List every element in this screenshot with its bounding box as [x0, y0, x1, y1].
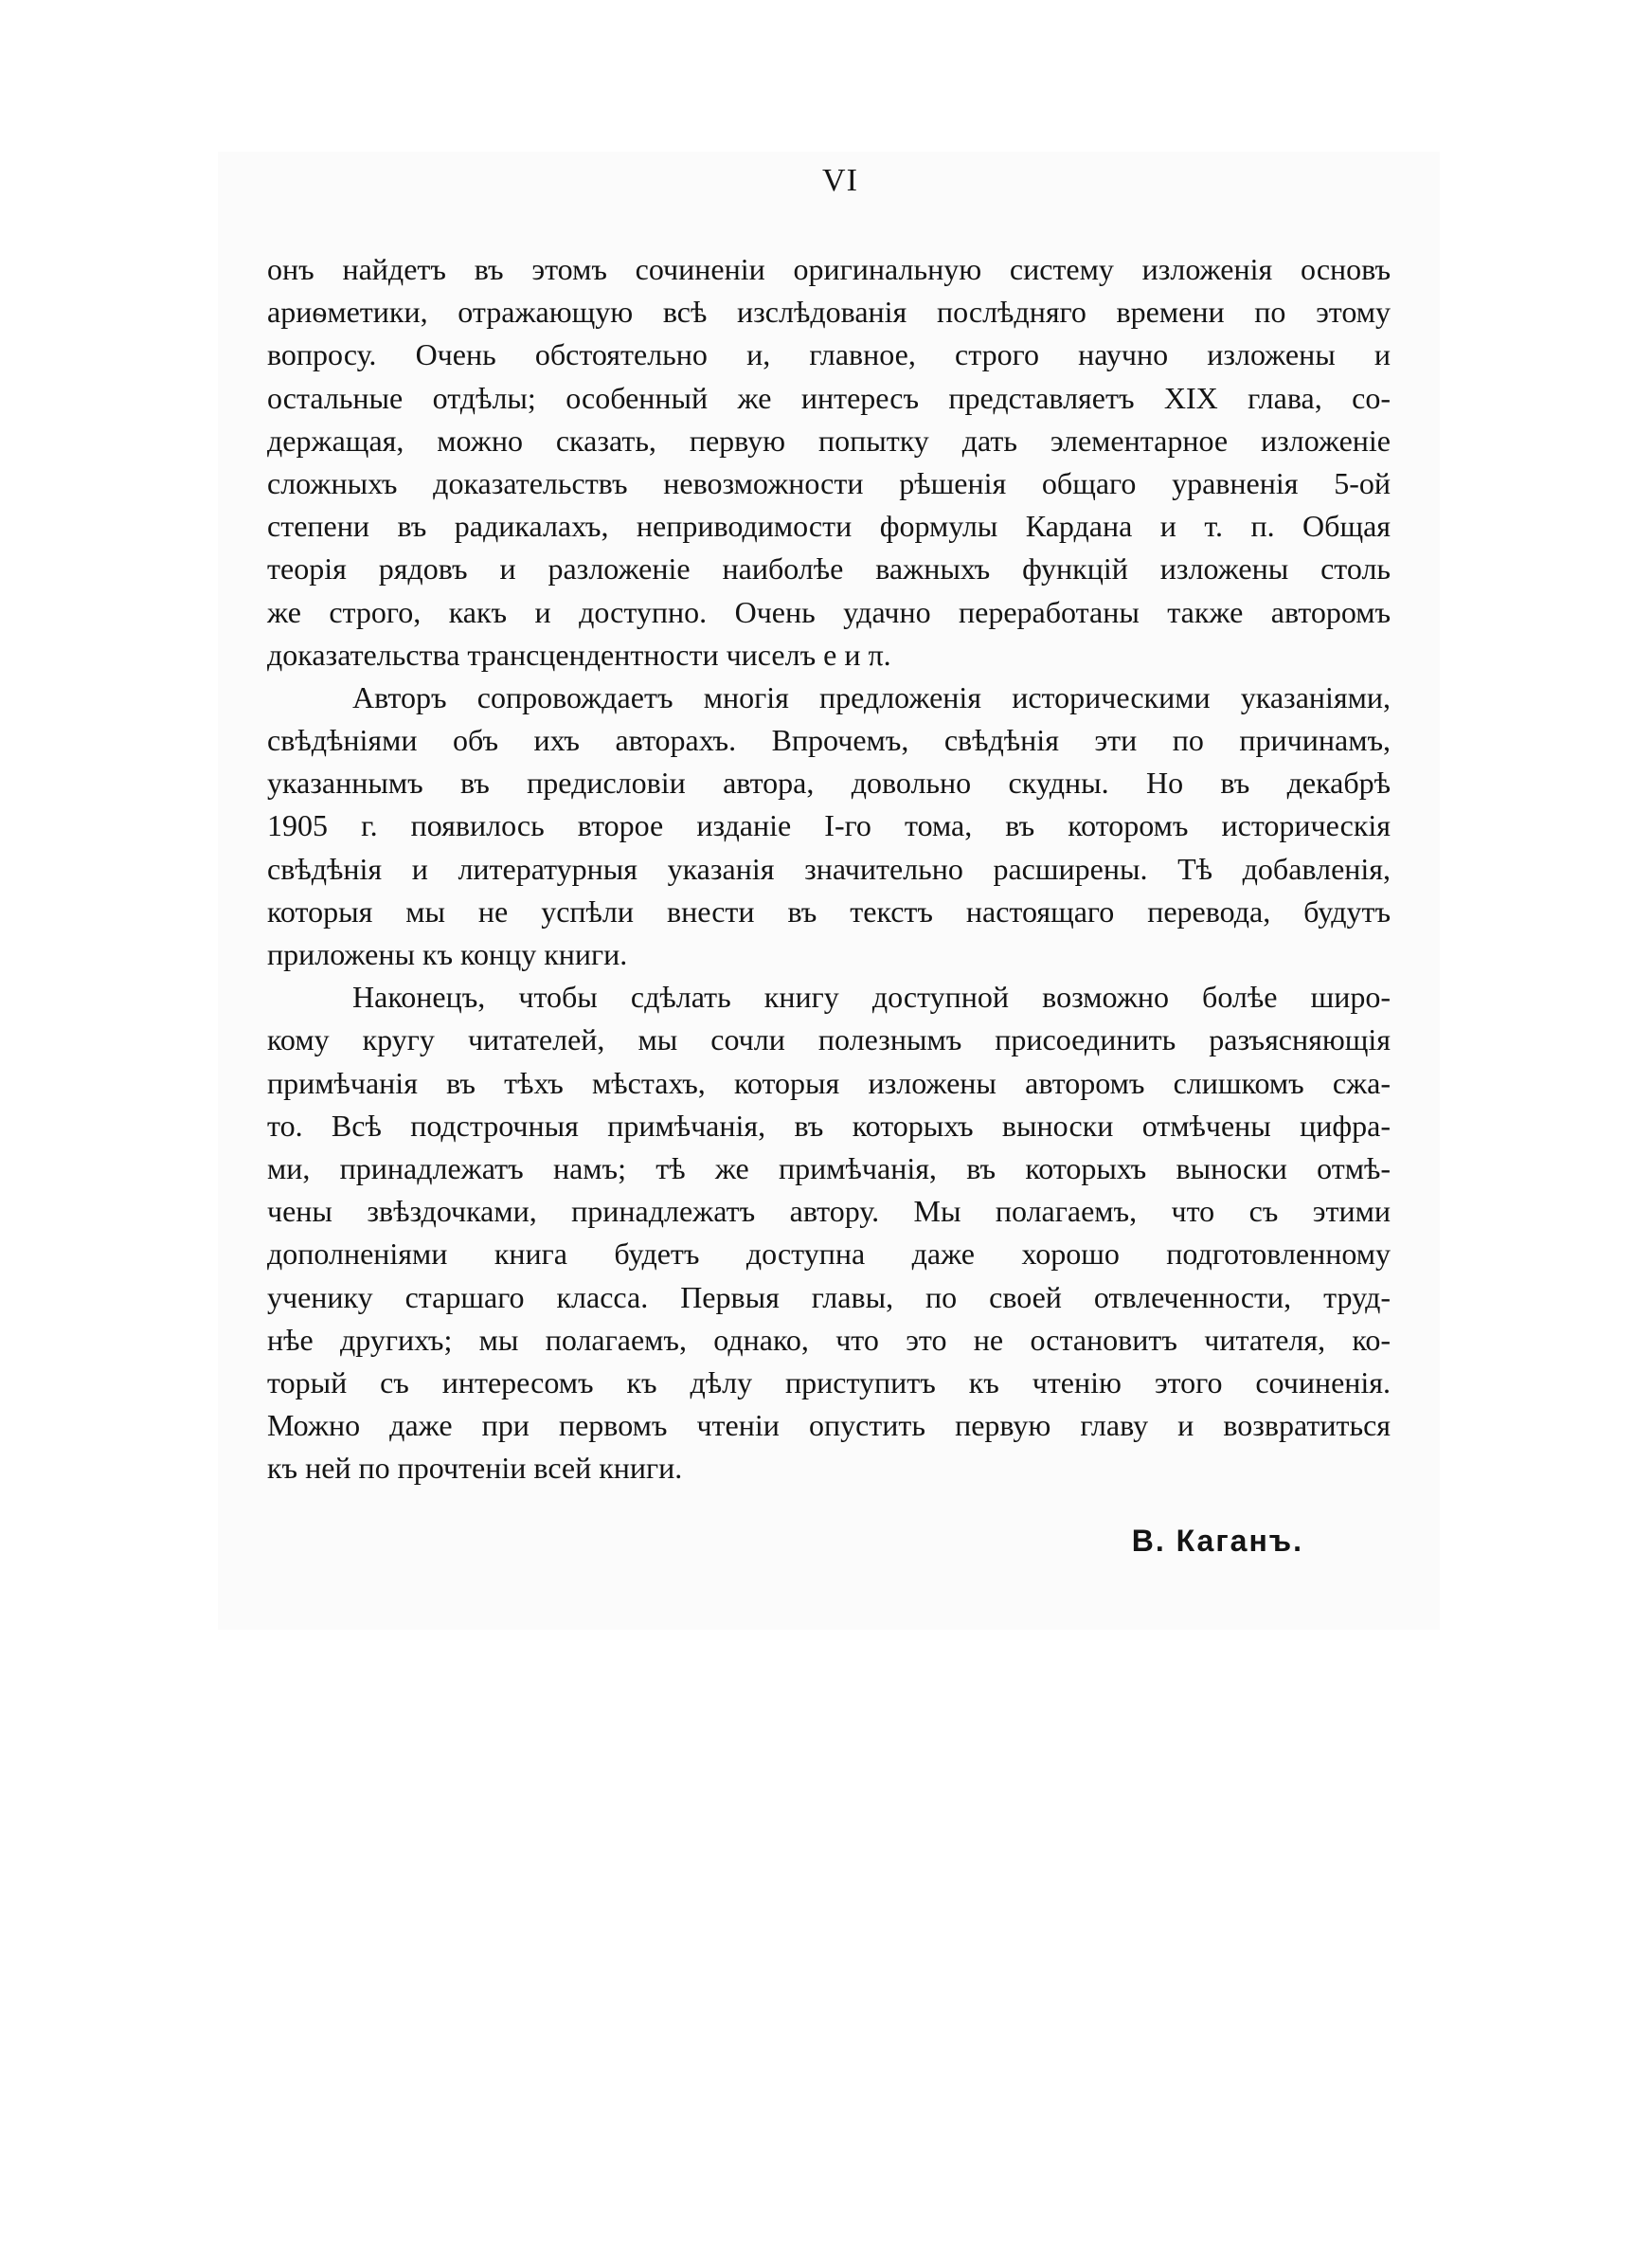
text-line: Наконецъ, чтобы сдѣлать книгу доступной возможно болѣе широ-	[352, 980, 1391, 1015]
text-line: свѣдѣніями объ ихъ авторахъ. Впрочемъ, свѣдѣнія эти по причинамъ,	[267, 723, 1391, 758]
text-line: остальные отдѣлы; особенный же интересъ представляетъ XIX глава, со-	[267, 380, 1391, 415]
paragraph-2	[267, 677, 1391, 976]
text-line: торый съ интересомъ къ дѣлу приступитъ къ чтенію этого сочиненія.	[267, 1364, 1391, 1399]
text-line: доказательства трансцендентности чиселъ e и π.	[267, 637, 891, 672]
text-line: ми, принадлежатъ намъ; тѣ же примѣчанія, въ которыхъ выноски отмѣ-	[267, 1150, 1391, 1185]
text-line: свѣдѣнія и литературныя указанія значительно расширены. Тѣ добавленія,	[267, 851, 1391, 886]
text-line: теорія рядовъ и разложеніе наиболѣе важныхъ функцій изложены столь	[267, 551, 1391, 587]
text-line: ученику старшаго класса. Первыя главы, по своей отвлеченности, труд-	[267, 1279, 1391, 1314]
text-line: держащая, можно сказать, первую попытку дать элементарное изложеніе	[267, 423, 1391, 458]
text-line: 1905 г. появилось второе изданіе I-го тома, въ которомъ историческія	[267, 808, 1391, 843]
text-line: онъ найдетъ въ этомъ сочиненіи оригинальную систему изложенія основъ	[267, 252, 1391, 286]
text-line: сложныхъ доказательствъ невозможности рѣшенія общаго уравненія 5-ой	[267, 465, 1391, 500]
text-line: которыя мы не успѣли внести въ текстъ настоящаго перевода, будутъ	[267, 894, 1391, 929]
text-line: чены звѣздочками, принадлежатъ автору. Мы полагаемъ, что съ этими	[267, 1194, 1391, 1229]
text-line: дополненіями книга будетъ доступна даже хорошо подготовленному	[267, 1237, 1391, 1272]
text-line: Авторъ сопровождаетъ многія предложенія историческими указаніями,	[352, 679, 1391, 714]
body-text	[267, 248, 1391, 1490]
text-line: приложены къ концу книги.	[267, 937, 628, 971]
text-line: то. Всѣ подстрочныя примѣчанія, въ которыхъ выноски отмѣчены цифра-	[267, 1108, 1391, 1143]
text-line: степени въ радикалахъ, неприводимости формулы Кардана и т. п. Общая	[267, 509, 1391, 544]
text-line: къ ней по прочтеніи всей книги.	[267, 1451, 683, 1486]
text-line: же строго, какъ и доступно. Очень удачно переработаны также авторомъ	[267, 594, 1391, 629]
page-number: VI	[822, 163, 858, 198]
text-line: Можно даже при первомъ чтеніи опустить первую главу и возвратиться	[267, 1408, 1391, 1443]
translator-signature: В. Каганъ.	[1131, 1524, 1303, 1558]
text-line: кому кругу читателей, мы сочли полезнымъ присоединить разъясняющія	[267, 1022, 1391, 1057]
text-line: примѣчанія въ тѣхъ мѣстахъ, которыя изложены авторомъ слишкомъ сжа-	[267, 1065, 1391, 1100]
text-line: вопросу. Очень обстоятельно и, главное, строго научно изложены и	[267, 337, 1391, 372]
paragraph-1	[267, 248, 1391, 677]
text-line: ариѳметики, отражающую всѣ изслѣдованія послѣдняго времени по этому	[267, 295, 1391, 330]
text-line: нѣе другихъ; мы полагаемъ, однако, что это не остановитъ читателя, ко-	[267, 1322, 1391, 1357]
paragraph-3	[267, 976, 1391, 1490]
text-line: указаннымъ въ предисловіи автора, довольно скудны. Но въ декабрѣ	[267, 766, 1391, 801]
